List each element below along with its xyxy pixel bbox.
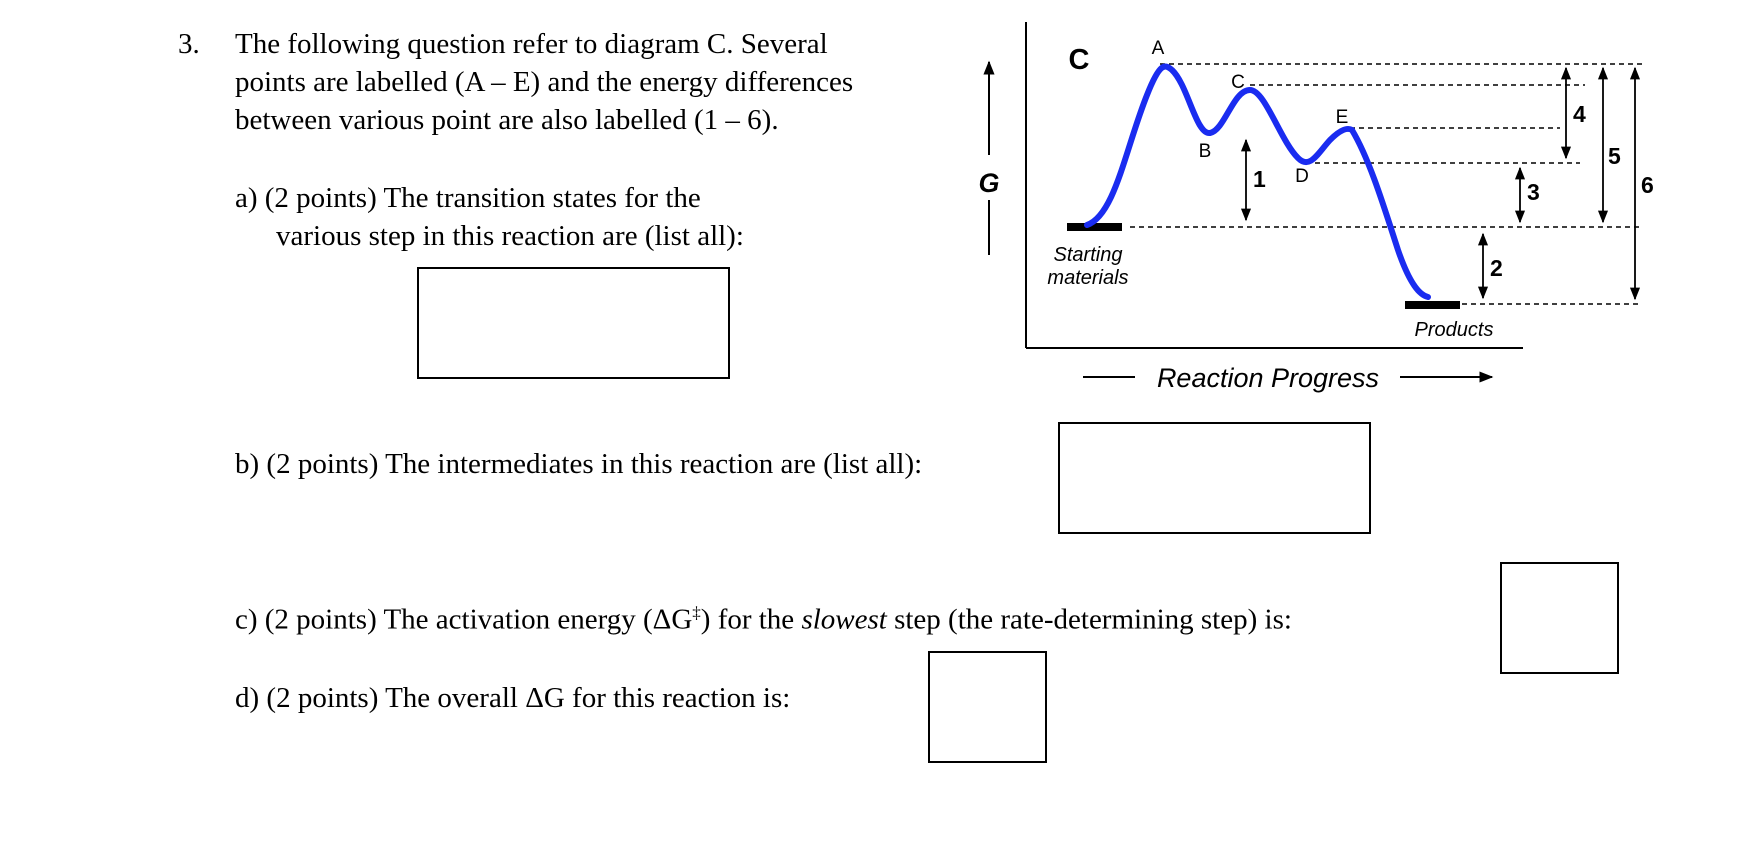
diagram-title: C xyxy=(1068,44,1090,76)
part-c-middle: ) for the xyxy=(700,603,802,636)
part-c-prefix: c) (2 points) The activation energy (ΔG xyxy=(235,603,693,636)
starting-materials-label-line-2: materials xyxy=(1047,267,1129,289)
difference-label-2: 2 xyxy=(1490,255,1503,281)
difference-label-6: 6 xyxy=(1641,172,1654,198)
part-a-line-2: various step in this reaction are (list all): xyxy=(276,220,744,252)
part-b-text: b) (2 points) The intermediates in this reaction are (list all): xyxy=(235,448,923,480)
point-label-a: A xyxy=(1151,38,1165,59)
x-axis-label: Reaction Progress xyxy=(1156,363,1380,393)
part-a-line-1: a) (2 points) The transition states for the xyxy=(235,182,701,214)
g-axis-label: G xyxy=(978,168,1000,198)
question-line-2: points are labelled (A – E) and the energy differences xyxy=(235,66,854,98)
point-label-d: D xyxy=(1295,166,1309,187)
question-line-3: between various point are also labelled (1 – 6). xyxy=(235,104,779,136)
difference-label-3: 3 xyxy=(1527,179,1540,205)
point-labels xyxy=(1152,38,1349,187)
point-label-e: E xyxy=(1335,107,1349,128)
double-dagger-superscript: ‡ xyxy=(692,603,701,622)
starting-materials-label-line-1: Starting xyxy=(1053,244,1123,266)
question-line-1: The following question refer to diagram C. Several xyxy=(235,28,828,60)
part-c-emphasis: slowest xyxy=(801,603,887,636)
level-labels xyxy=(1047,244,1493,341)
difference-label-1: 1 xyxy=(1253,166,1266,192)
point-label-b: B xyxy=(1198,141,1212,162)
difference-label-4: 4 xyxy=(1573,101,1586,127)
part-d-text: d) (2 points) The overall ΔG for this reaction is: xyxy=(235,682,791,714)
products-label: Products xyxy=(1414,319,1494,341)
difference-label-5: 5 xyxy=(1608,143,1621,169)
part-c-suffix: step (the rate-determining step) is: xyxy=(886,603,1292,636)
point-label-c: C xyxy=(1231,72,1245,93)
question-number: 3. xyxy=(178,28,200,60)
